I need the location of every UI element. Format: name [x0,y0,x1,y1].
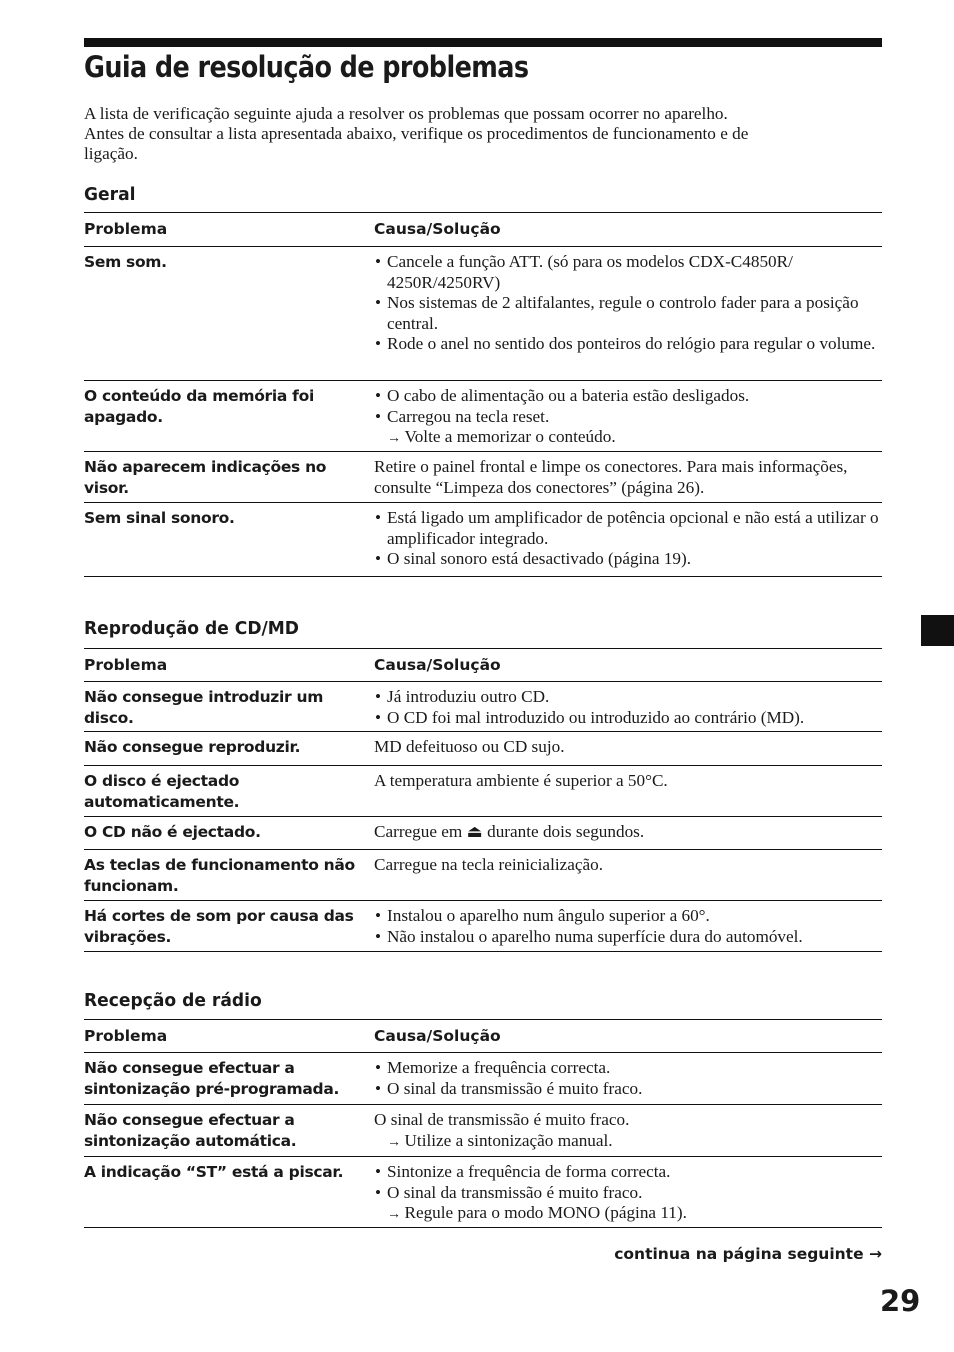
page-number: 29 [880,1284,921,1318]
problem-cell: Não consegue efectuar a sintonização automática. [84,1111,297,1150]
section-title: Recepção de rádio [84,990,262,1011]
bullet-item [374,293,882,334]
table-row [84,901,882,952]
intro-line: A lista de verificação seguinte ajuda a resolver os problemas que possam ocorrer no aparelho. [84,104,728,123]
table-row [84,1157,882,1228]
arrow-step [374,427,882,450]
solution-text: Sintonize a frequência de forma correcta. [387,1162,671,1181]
solution-text: O cabo de alimentação ou a bateria estão desligados. [387,386,750,405]
solution-text: O sinal de transmissão é muito fraco. [374,1110,630,1129]
solution-cell [374,822,882,843]
problem-cell: Há cortes de som por causa das vibrações. [84,907,354,946]
section-title: Reprodução de CD/MD [84,618,299,639]
bullet-item [374,687,882,708]
solution-cell [374,737,882,758]
problem-cell: Não aparecem indicações no visor. [84,458,327,497]
problem-cell: O CD não é ejectado. [84,823,261,841]
solution-text: Já introduziu outro CD. [387,687,550,706]
intro-text [84,104,884,164]
solution-cell [374,1162,882,1226]
column-header-solution: Causa/Solução [374,220,501,238]
solution-text: A temperatura ambiente é superior a 50°C. [374,771,668,790]
solution-text: Carregue em ⏏ durante dois segundos. [374,822,645,841]
solution-text: Rode o anel no sentido dos ponteiros do relógio para regular o volume. [387,334,876,353]
bullet-item [374,1058,882,1079]
solution-text [374,457,882,498]
solution-text [374,1110,882,1131]
solution-text: Memorize a frequência correcta. [387,1058,611,1077]
bullet-item [374,334,882,355]
solution-cell [374,687,882,728]
bullet-item [374,549,882,570]
table-row [84,732,882,766]
table-row [84,452,882,503]
column-header-problem: Problema [84,1027,168,1045]
solution-cell [374,771,882,792]
solution-text: Carregou na tecla reset. [387,406,550,426]
column-header-problem: Problema [84,220,168,238]
section-thumb-tab [921,615,954,646]
table-row [84,682,882,732]
solution-cell [374,457,882,498]
solution-text: Instalou o aparelho num ângulo superior a 60°. [387,906,710,925]
table-row [84,1105,882,1157]
solution-text: Volte a memorizar o conteúdo. [404,427,616,446]
column-header-solution: Causa/Solução [374,1027,501,1045]
table-row [84,817,882,850]
problem-cell: Não consegue introduzir um disco. [84,688,324,727]
problem-cell: O conteúdo da memória foi apagado. [84,387,314,426]
arrow-step [374,1203,882,1226]
troubleshooting-table [84,648,882,952]
bullet-item [374,252,882,293]
solution-text: Não instalou o aparelho numa superfície dura do automóvel. [387,926,803,946]
table-header [84,1019,882,1053]
solution-text [374,771,882,792]
table-row [84,1053,882,1105]
section-title: Geral [84,184,136,205]
troubleshooting-table [84,212,882,577]
table-row [84,503,882,577]
intro-line: ligação. [84,144,138,163]
table-row [84,247,882,381]
page-title: Guia de resolução de problemas [84,50,529,84]
solution-text: MD defeituoso ou CD sujo. [374,737,565,756]
solution-cell [374,508,882,570]
continued-note: continua na página seguinte → [614,1245,882,1263]
solution-cell [374,906,882,947]
solution-text: O sinal sonoro está desactivado (página 19). [387,549,692,568]
solution-cell [374,1058,882,1099]
solution-text [374,822,882,843]
problem-cell: O disco é ejectado automaticamente. [84,772,240,811]
problem-cell: Sem sinal sonoro. [84,509,235,527]
bullet-item [374,906,882,927]
bullet-item [374,1079,882,1100]
table-row [84,766,882,817]
solution-cell [374,386,882,450]
table-row [84,381,882,452]
problem-cell: A indicação “ST” está a piscar. [84,1163,344,1181]
solution-text: Retire o painel frontal e limpe os conectores. Para mais informações, consulte “Limpeza dos conectores” (página 26). [374,457,848,497]
bullet-item [374,708,882,729]
problem-cell: Não consegue reproduzir. [84,738,301,756]
solution-text: Regule para o modo MONO (página 11). [404,1203,687,1222]
column-header-problem: Problema [84,656,168,674]
solution-text [374,855,882,876]
table-header [84,212,882,247]
table-row [84,850,882,901]
solution-text: O CD foi mal introduzido ou introduzido ao contrário (MD). [387,707,805,727]
problem-cell: Sem som. [84,253,167,271]
problem-cell: As teclas de funcionamento não funcionam. [84,856,355,895]
solution-cell [374,252,882,355]
solution-text: O sinal da transmissão é muito fraco. [387,1078,643,1098]
bullet-item [374,1183,882,1204]
solution-text: Está ligado um amplificador de potência opcional e não está a utilizar o amplificador integrado. [387,508,879,548]
bullet-item [374,1162,882,1183]
solution-text: Nos sistemas de 2 altifalantes, regule o controlo fader para a posição central. [387,293,859,333]
arrow-step [374,1131,882,1154]
bullet-item [374,508,882,549]
bullet-item [374,386,882,407]
column-header-solution: Causa/Solução [374,656,501,674]
bullet-item [374,407,882,428]
troubleshooting-table [84,1019,882,1228]
intro-line: Antes de consultar a lista apresentada abaixo, verifique os procedimentos de funcionamento e de [84,124,749,143]
solution-text: Utilize a sintonização manual. [404,1130,613,1150]
table-header [84,648,882,682]
problem-cell: Não consegue efectuar a sintonização pré-programada. [84,1059,340,1098]
solution-text: O sinal da transmissão é muito fraco. [387,1182,643,1202]
solution-cell [374,855,882,876]
bullet-item [374,927,882,948]
solution-text [374,737,882,758]
title-rule [84,38,882,47]
solution-text: Carregue na tecla reinicialização. [374,855,604,874]
solution-cell [374,1110,882,1153]
solution-text: Cancele a função ATT. (só para os modelos CDX-C4850R/ 4250R/4250RV) [387,252,793,292]
